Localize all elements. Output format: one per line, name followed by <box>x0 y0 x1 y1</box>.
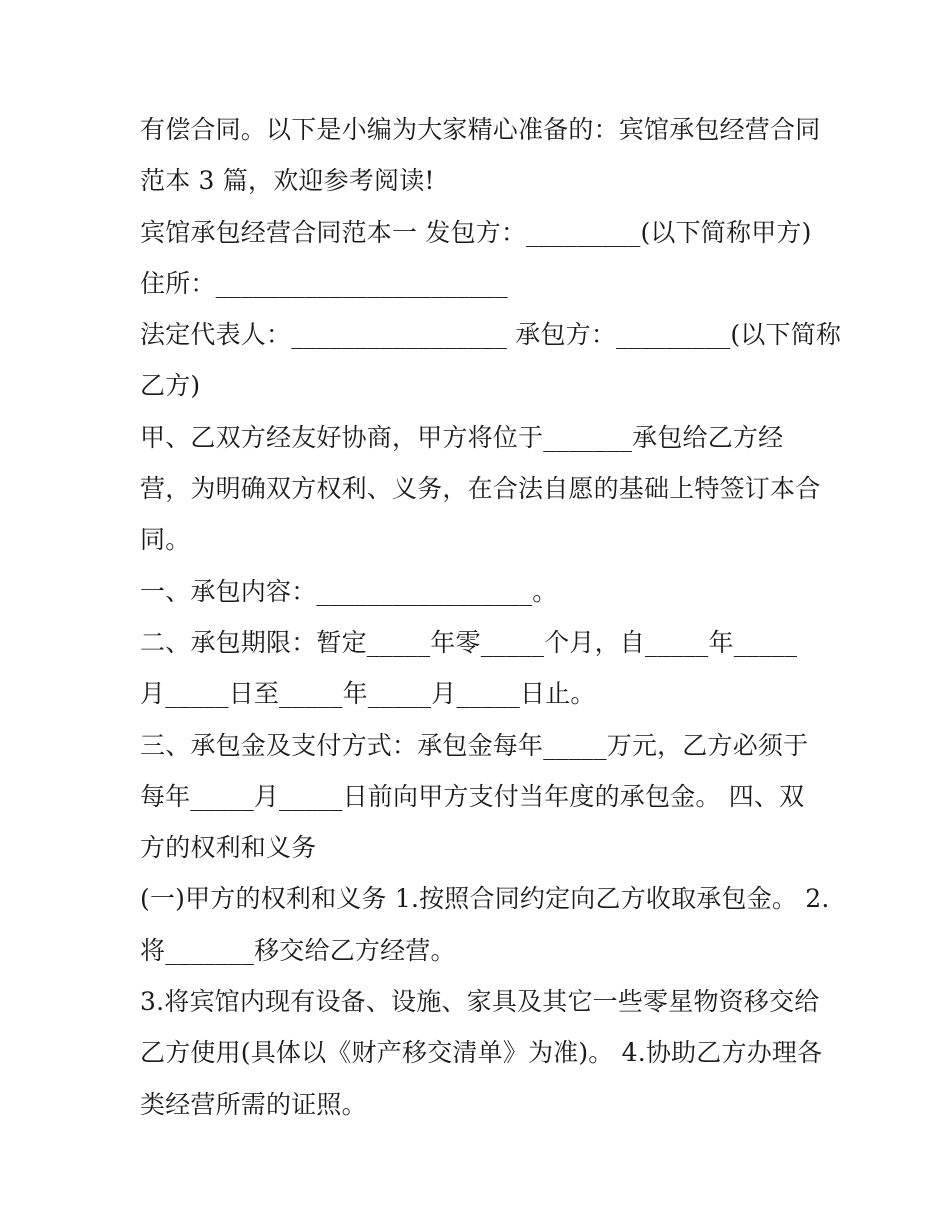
text-line: 同。 <box>140 525 191 555</box>
text-line: 乙方使用(具体以《财产移交清单》为准)。 4.协助乙方办理各 <box>140 1038 823 1068</box>
text-line: 二、承包期限：暂定_____年零_____个月，自_____年_____ <box>140 627 798 657</box>
text-line: 3.将宾馆内现有设备、设施、家具及其它一些零星物资移交给 <box>140 987 820 1017</box>
text-line: 甲、乙双方经友好协商，甲方将位于_______承包给乙方经 <box>140 422 784 452</box>
text-line: 营，为明确双方权利、义务，在合法自愿的基础上特签订本合 <box>140 474 821 504</box>
text-line: 将_______移交给乙方经营。 <box>140 935 456 965</box>
text-line: 每年_____月_____日前向甲方支付当年度的承包金。 四、双 <box>140 781 805 811</box>
text-line: 有偿合同。以下是小编为大家精心准备的：宾馆承包经营合同 <box>140 115 821 144</box>
document-body <box>140 104 842 1130</box>
text-line: 月_____日至_____年_____月_____日止。 <box>140 679 596 709</box>
text-line: 一、承包内容：_________________。 <box>140 576 558 606</box>
text-line: 法定代表人：_________________ 承包方：_________(以下简称 <box>140 320 842 350</box>
text-line: 乙方) <box>140 371 201 401</box>
text-line: (一)甲方的权利和义务 1.按照合同约定向乙方收取承包金。 2. <box>140 884 830 914</box>
text-line: 类经营所需的证照。 <box>140 1089 367 1119</box>
text-line: 宾馆承包经营合同范本一 发包方：_________(以下简称甲方) <box>140 217 812 247</box>
text-line: 方的权利和义务 <box>140 833 317 863</box>
text-line: 三、承包金及支付方式：承包金每年_____万元，乙方必须于 <box>140 730 809 760</box>
text-line: 范本 3 篇，欢迎参考阅读! <box>140 166 435 196</box>
text-line: 住所：_______________________ <box>140 268 508 298</box>
